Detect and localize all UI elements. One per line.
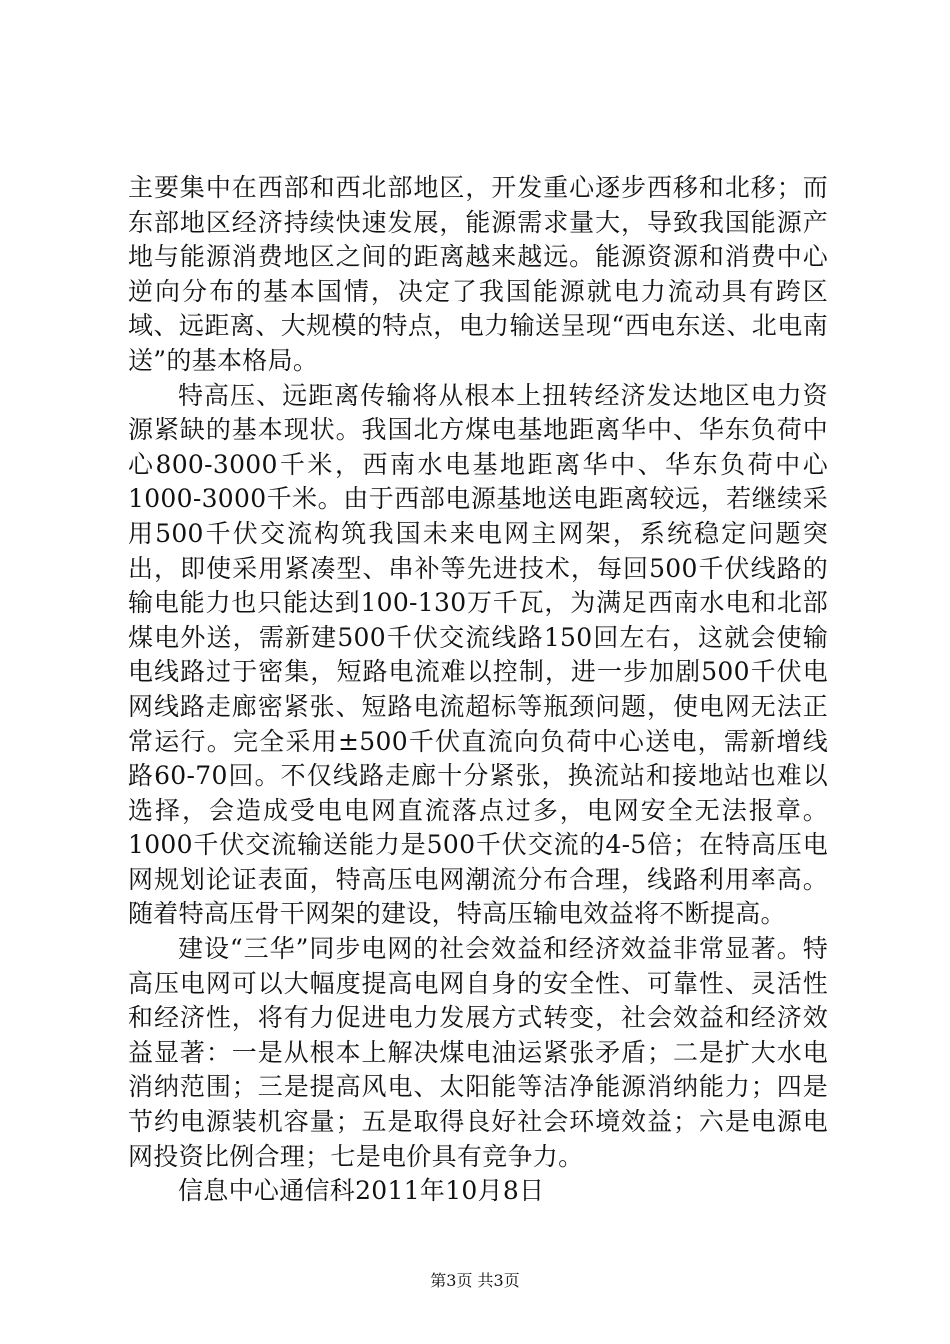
signature-line: 信息中心通信科2011年10月8日 [178, 1176, 545, 1206]
paragraph-continued: 主要集中在西部和西北部地区，开发重心逐步西移和北移；而东部地区经济持续快速发展，能源需求量大，导致我国能源产地与能源消费地区之间的距离越来越远。能源资源和消费中心逆向分布的基本国情，决定了我国能源就电力流动具有跨区域、远距离、大规模的特点，电力输送呈现“西电东送、北电南送”的基本格局。 [128, 173, 828, 375]
document-body [128, 171, 828, 1209]
paragraph-uhv-transmission: 特高压、远距离传输将从根本上扭转经济发达地区电力资源紧缺的基本现状。我国北方煤电基地距离华中、华东负荷中心800-3000千米，西南水电基地距离华中、华东负荷中心1000-3000千米。由于西部电源基地送电距离较远，若继续采用500千伏交流构筑我国未来电网主网架，系统稳定问题突出，即使采用紧凑型、串补等先进技术，每回500千伏线路的输电能力也只能达到100-130万千瓦，为满足西南水电和北部煤电外送，需新建500千伏交流线路150回左右，这就会使输电线路过于密集，短路电流难以控制，进一步加剧500千伏电网线路走廊密紧张、短路电流超标等瓶颈问题，使电网无法正常运行。完全采用±500千伏直流向负荷中心送电，需新增线路60-70回。不仅线路走廊十分紧张，换流站和接地站也难以选择，会造成受电电网直流落点过多，电网安全无法报章。1000千伏交流输送能力是500千伏交流的4-5倍；在特高压电网规划论证表面，特高压电网潮流分布合理，线路利用率高。随着特高压骨干网架的建设，特高压输电效益将不断提高。 [128, 380, 828, 929]
page-number-footer: 第3页 共3页 [430, 1271, 520, 1290]
paragraph-sanhua-grid-benefits: 建设“三华”同步电网的社会效益和经济效益非常显著。特高压电网可以大幅度提高电网自身的安全性、可靠性、灵活性和经济性，将有力促进电力发展方式转变，社会效益和经济效益显著：一是从根本上解决煤电油运紧张矛盾；二是扩大水电消纳范围；三是提高风电、太阳能等洁净能源消纳能力；四是节约电源装机容量；五是取得良好社会环境效益；六是电源电网投资比例合理；七是电价具有竞争力。 [128, 934, 828, 1171]
